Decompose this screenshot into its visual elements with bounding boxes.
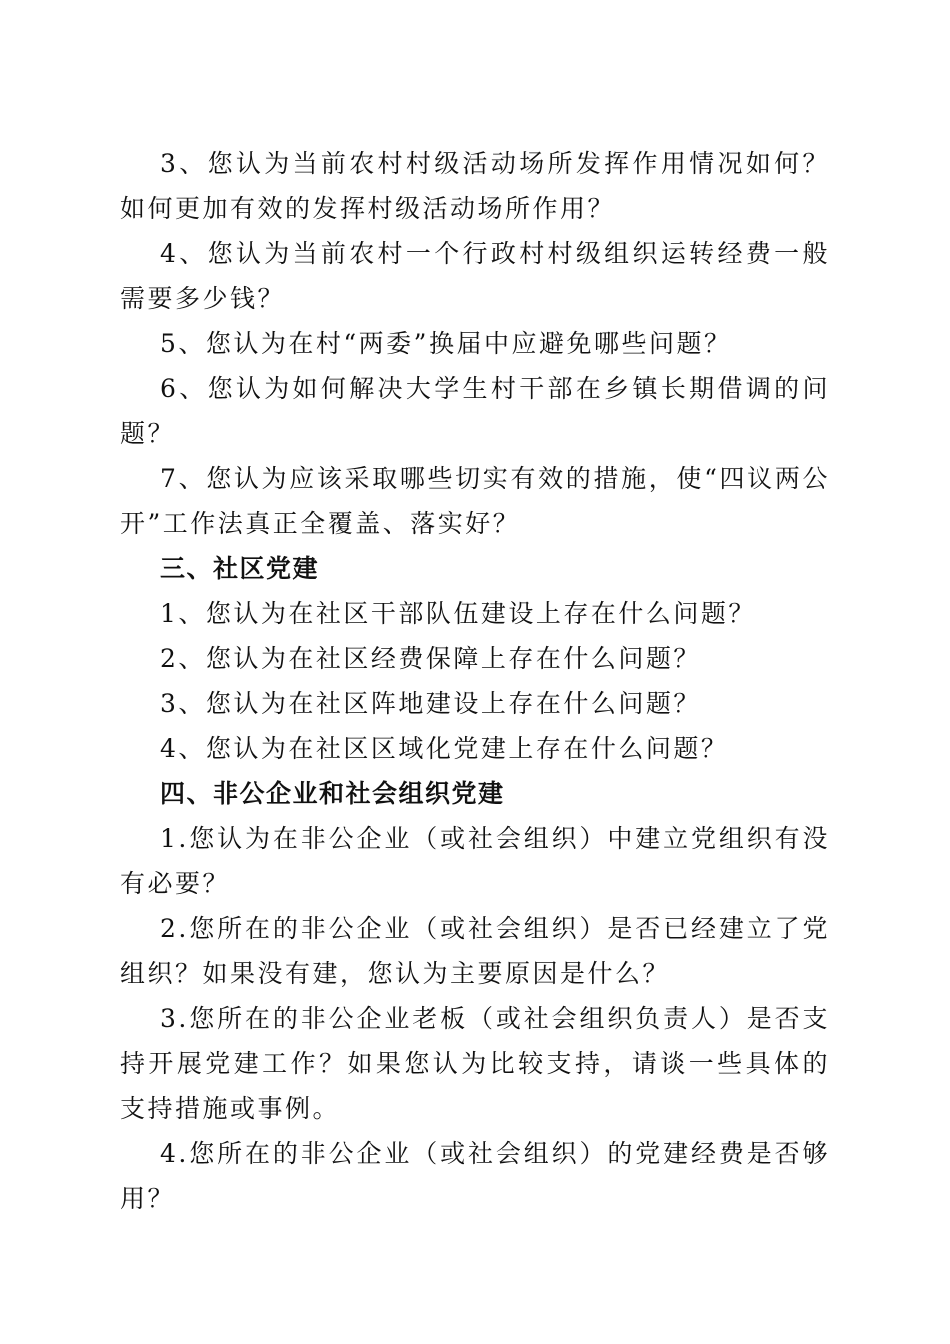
rural-question-7: 7、您认为应该采取哪些切实有效的措施，使“四议两公开”工作法真正全覆盖、落实好？ [120,464,830,538]
section-heading-community: 三、社区党建 [160,554,320,583]
rural-question-5: 5、您认为在村“两委”换届中应避免哪些问题？ [160,329,732,358]
document-body [120,141,830,1221]
nonpublic-question-2: 2.您所在的非公企业（或社会组织）是否已经建立了党组织？如果没有建，您认为主要原因是什么？ [120,914,830,988]
community-question-1: 1、您认为在社区干部队伍建设上存在什么问题？ [160,599,756,628]
rural-question-6: 6、您认为如何解决大学生村干部在乡镇长期借调的问题？ [120,374,830,448]
rural-question-3: 3、您认为当前农村村级活动场所发挥作用情况如何？如何更加有效的发挥村级活动场所作用？ [120,149,830,223]
rural-question-4: 4、您认为当前农村一个行政村村级组织运转经费一般需要多少钱？ [120,239,830,313]
community-question-4: 4、您认为在社区区域化党建上存在什么问题？ [160,734,729,763]
community-question-2: 2、您认为在社区经费保障上存在什么问题？ [160,644,701,673]
nonpublic-question-3: 3.您所在的非公企业老板（或社会组织负责人）是否支持开展党建工作？如果您认为比较支持，请谈一些具体的支持措施或事例。 [120,1004,830,1123]
section-heading-nonpublic: 四、非公企业和社会组织党建 [160,779,505,808]
nonpublic-question-1: 1.您认为在非公企业（或社会组织）中建立党组织有没有必要？ [120,824,830,898]
community-question-3: 3、您认为在社区阵地建设上存在什么问题？ [160,689,701,718]
nonpublic-question-4: 4.您所在的非公企业（或社会组织）的党建经费是否够用？ [120,1139,830,1213]
